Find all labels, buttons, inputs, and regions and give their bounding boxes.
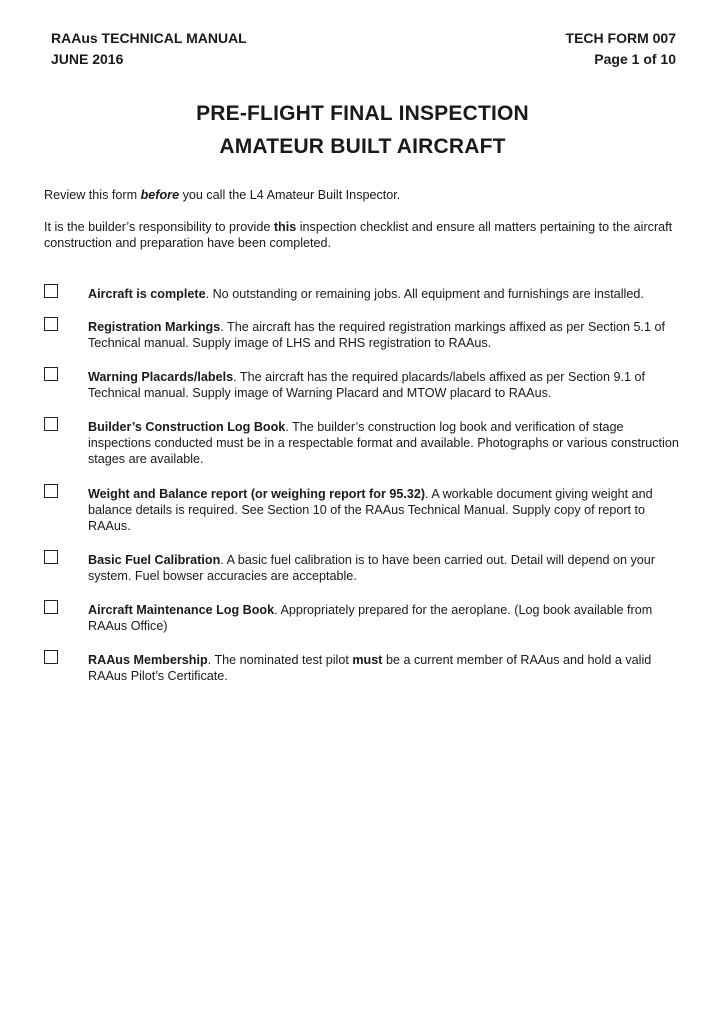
checklist-item-fuel-calibration bbox=[44, 552, 685, 584]
checklist-item-aircraft-complete bbox=[44, 286, 685, 302]
checkbox[interactable] bbox=[44, 284, 58, 298]
item-description-bold: must bbox=[352, 653, 383, 667]
checklist-item-weight-balance bbox=[44, 486, 685, 534]
item-description-after: be a current member of RAAus and hold a valid RAAus Pilot’s Certificate. bbox=[88, 653, 652, 683]
intro-2-before: It is the builder’s responsibility to provide bbox=[44, 220, 274, 234]
header-left bbox=[51, 28, 247, 70]
intro-1-emphasis: before bbox=[140, 188, 180, 202]
intro-paragraph-2 bbox=[44, 219, 681, 251]
item-description-before: . The nominated test pilot bbox=[207, 653, 353, 667]
checklist-item-text bbox=[88, 319, 685, 351]
page-number: Page 1 of 10 bbox=[594, 51, 676, 67]
item-title: Warning Placards/labels bbox=[88, 370, 234, 384]
checkbox[interactable] bbox=[44, 484, 58, 498]
manual-name: RAAus TECHNICAL MANUAL bbox=[51, 30, 247, 46]
item-title: Aircraft Maintenance Log Book bbox=[88, 603, 275, 617]
item-title: Weight and Balance report (or weighing report for 95.32) bbox=[88, 487, 426, 501]
checklist-item-raaus-membership bbox=[44, 652, 685, 684]
checkbox[interactable] bbox=[44, 417, 58, 431]
checklist-item-text bbox=[88, 552, 685, 584]
intro-2-after: inspection checklist and ensure all matters pertaining to the aircraft construction and preparation have been completed. bbox=[44, 220, 673, 250]
checkbox[interactable] bbox=[44, 650, 58, 664]
checkbox[interactable] bbox=[44, 317, 58, 331]
item-title: Registration Markings bbox=[88, 320, 221, 334]
checkbox[interactable] bbox=[44, 550, 58, 564]
checklist-item-text bbox=[88, 369, 685, 401]
intro-1-before: Review this form bbox=[44, 188, 141, 202]
item-description: . A workable document giving weight and balance details is required. See Section 10 of the RAAus Technical Manual. Supply copy of report to RAAus. bbox=[88, 487, 653, 533]
item-description: . No outstanding or remaining jobs. All equipment and furnishings are installed. bbox=[205, 287, 644, 301]
item-title: Aircraft is complete bbox=[88, 287, 206, 301]
page-header bbox=[51, 28, 676, 70]
title-line-1: PRE-FLIGHT FINAL INSPECTION bbox=[196, 102, 529, 125]
checklist-item-maintenance-log-book bbox=[44, 602, 685, 634]
form-number: TECH FORM 007 bbox=[565, 30, 676, 46]
item-title: Builder’s Construction Log Book bbox=[88, 420, 286, 434]
manual-date: JUNE 2016 bbox=[51, 51, 124, 67]
title-line-2: AMATEUR BUILT AIRCRAFT bbox=[219, 135, 506, 158]
checklist-item-text bbox=[88, 286, 685, 302]
item-title: Basic Fuel Calibration bbox=[88, 553, 221, 567]
header-right bbox=[566, 28, 676, 70]
checkbox[interactable] bbox=[44, 367, 58, 381]
checklist-item-construction-log-book bbox=[44, 419, 685, 467]
checklist-item-text bbox=[88, 652, 685, 684]
item-description: . The aircraft has the required registration markings affixed as per Section 5.1 of Technical manual. Supply image of LHS and RHS registration to RAAus. bbox=[88, 320, 666, 350]
item-description: . A basic fuel calibration is to have been carried out. Detail will depend on your system. Fuel bowser accuracies are acceptable. bbox=[88, 553, 656, 583]
checklist-item-text bbox=[88, 419, 685, 467]
page-title bbox=[0, 97, 725, 163]
checklist-item-text bbox=[88, 486, 685, 534]
intro-paragraph-1 bbox=[44, 187, 681, 203]
item-description: . Appropriately prepared for the aeroplane. (Log book available from RAAus Office) bbox=[88, 603, 653, 633]
intro-1-after: you call the L4 Amateur Built Inspector. bbox=[179, 188, 401, 202]
checklist-item-text bbox=[88, 602, 685, 634]
checklist-item-warning-placards bbox=[44, 369, 685, 401]
intro-2-bold: this bbox=[273, 220, 297, 234]
checkbox[interactable] bbox=[44, 600, 58, 614]
item-description: . The aircraft has the required placards/labels affixed as per Section 9.1 of Technical manual. Supply image of Warning Placard and MTOW placard to RAAus. bbox=[88, 370, 645, 400]
checklist-item-registration-markings bbox=[44, 319, 685, 351]
item-title: RAAus Membership bbox=[88, 653, 208, 667]
item-description: . The builder’s construction log book and verification of stage inspections conducted must be in a respectable format and available. Photographs or various construction stages are available. bbox=[88, 420, 679, 466]
